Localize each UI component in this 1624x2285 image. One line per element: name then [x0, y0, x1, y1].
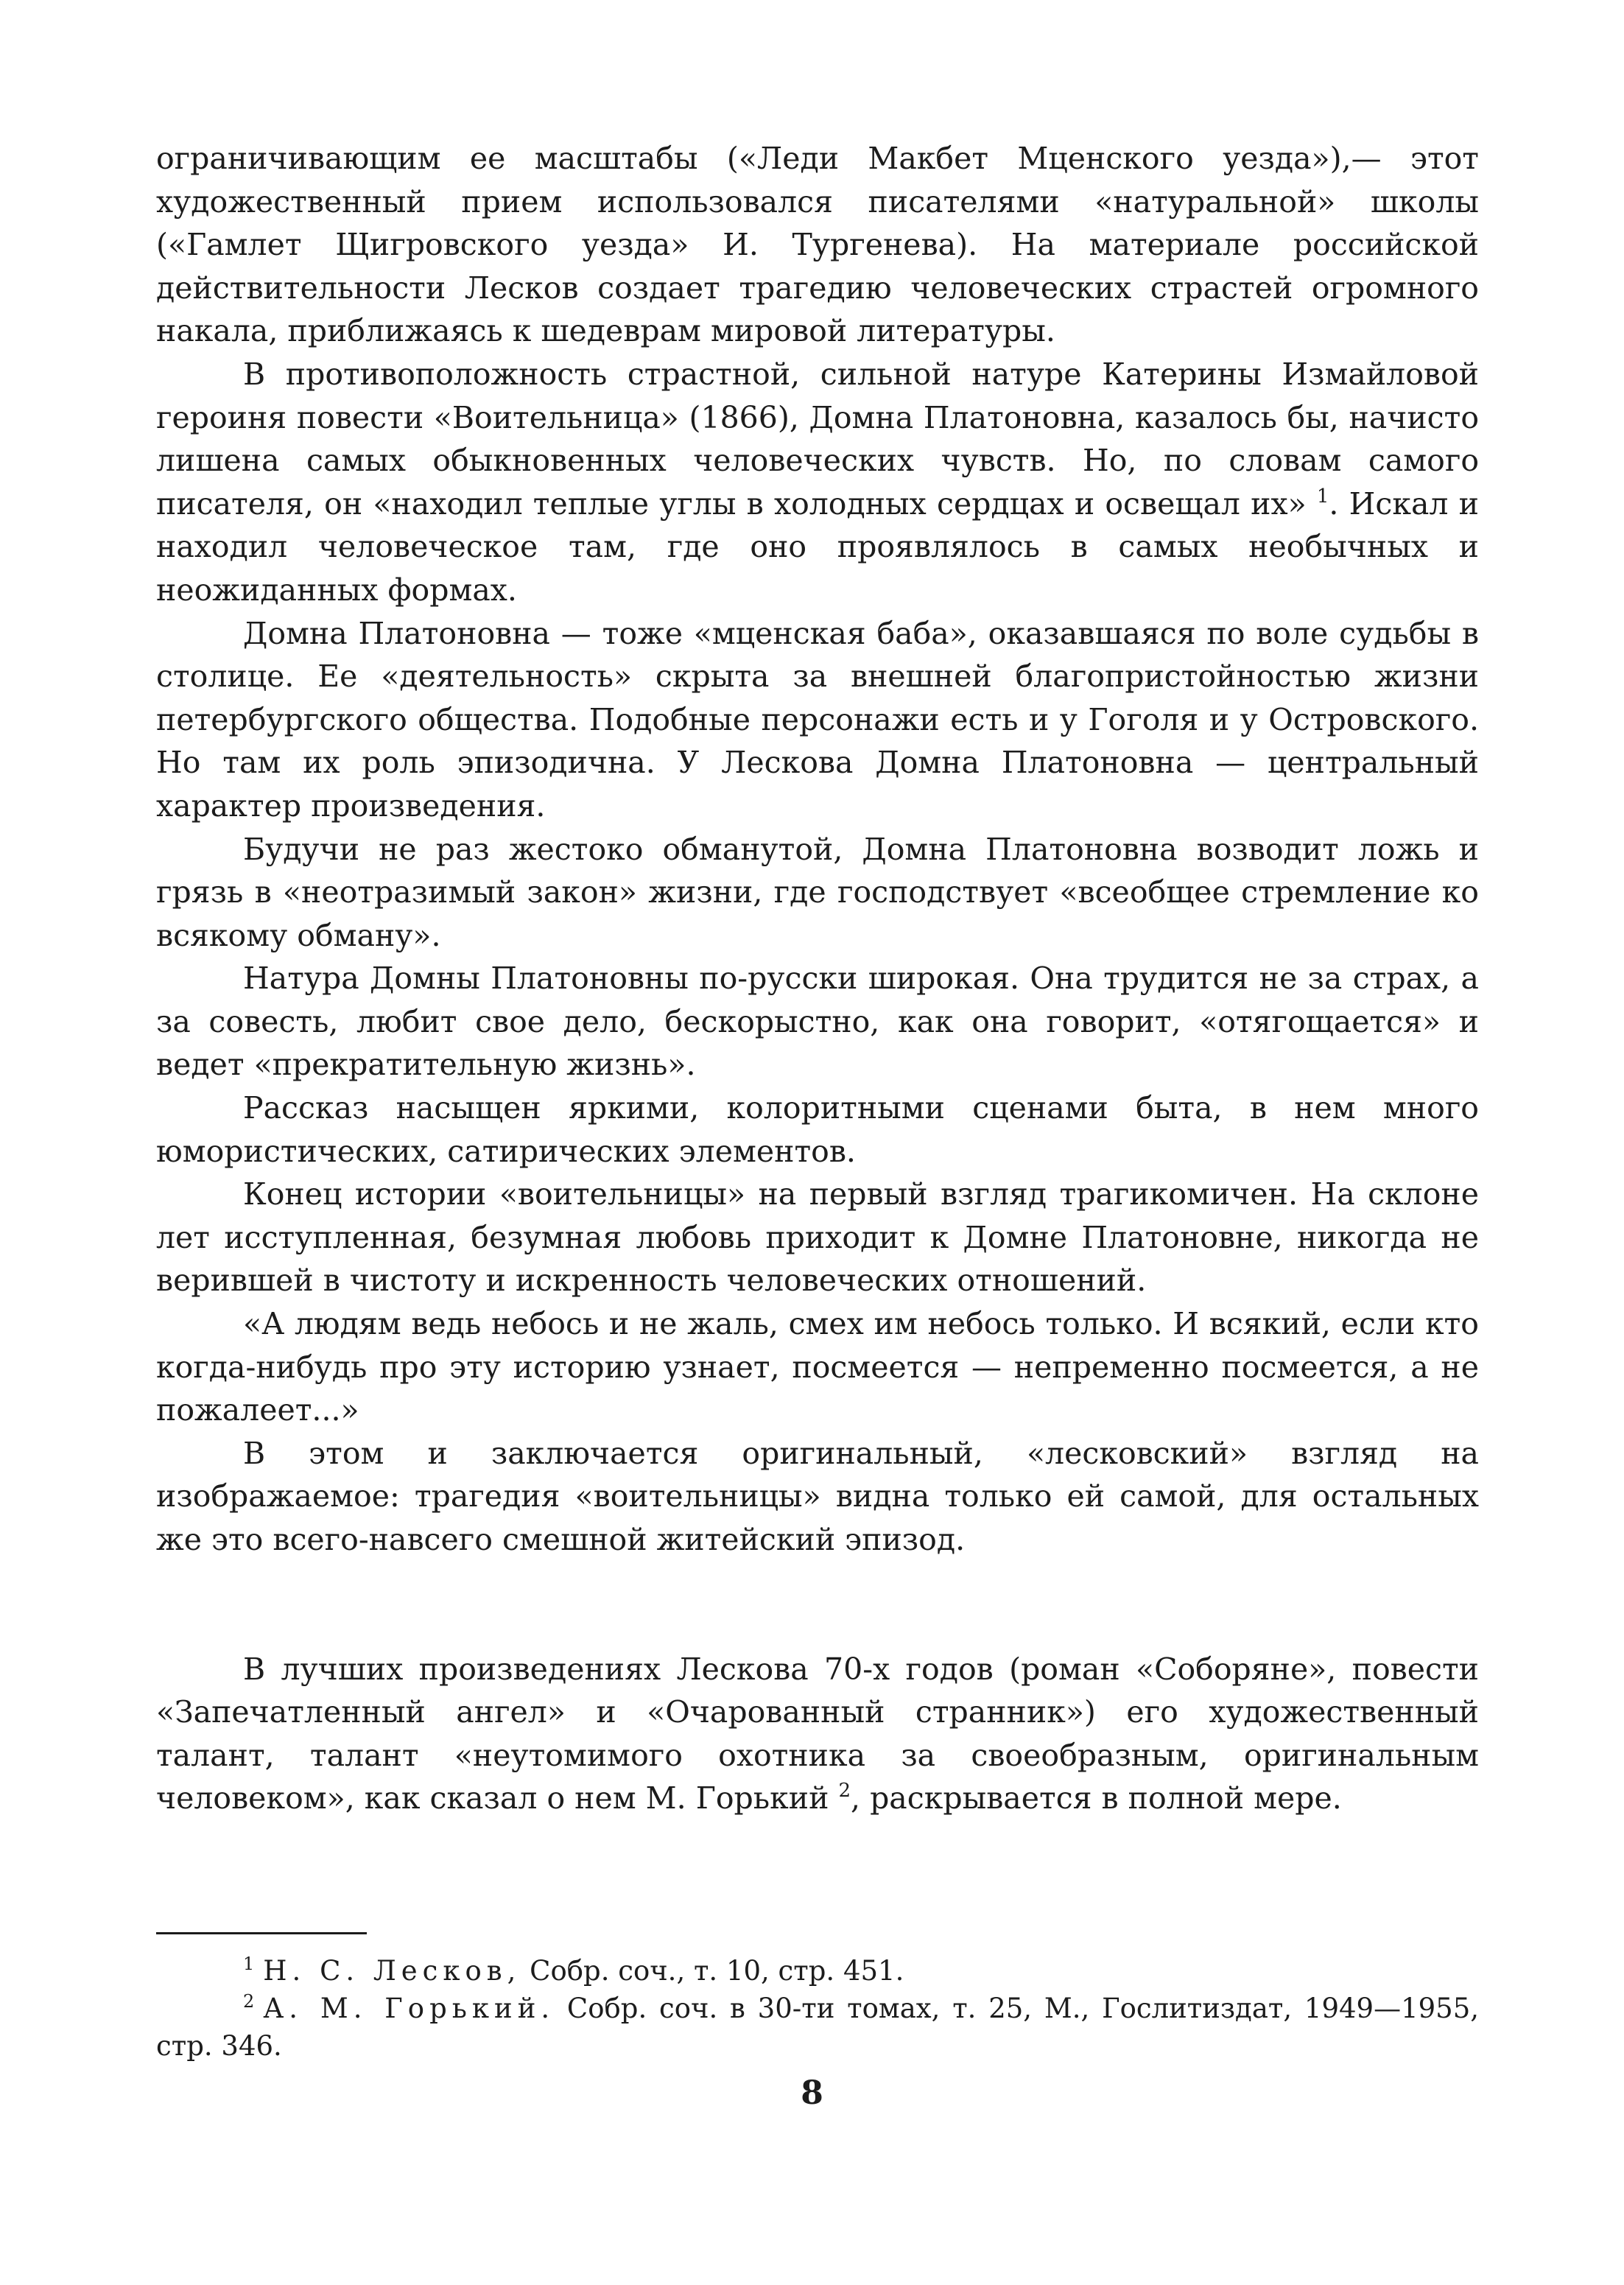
paragraph-9 [156, 1432, 1479, 1562]
paragraph-5-text: Натура Домны Платоновны по-русски широкая. Она трудится не за страх, а за совесть, любит свое дело, бескорыстно, как она говорит, «отягощается» и ведет «прекратительную жизнь». [156, 961, 1479, 1083]
footnote-2 [156, 1990, 1479, 2065]
paragraph-2 [156, 353, 1479, 612]
footnotes [156, 1952, 1479, 2065]
paragraph-6-text: Рассказ насыщен яркими, колоритными сценами быта, в нем много юмористических, сатирических элементов. [156, 1090, 1479, 1169]
footnote-1-author: Н. С. Лесков, [263, 1955, 521, 1987]
paragraph-2-text: В противоположность страстной, сильной натуре Катерины Измайловой героиня повести «Воительница» (1866), Домна Платоновна, казалось бы, начисто лишена самых обыкновенных человеческих чувств. Но, по словам самого писателя, он «находил теплые углы в холодных сердцах и освещал их» [156, 356, 1479, 522]
footnote-ref-1[interactable]: 1 [1316, 485, 1329, 508]
paragraph-9-text: В этом и заключается оригинальный, «лесковский» взгляд на изображаемое: трагедия «воительницы» видна только ей самой, для остальных же это всего-навсего смешной житейский эпизод. [156, 1435, 1479, 1557]
paragraph-7 [156, 1173, 1479, 1302]
footnote-ref-2[interactable]: 2 [838, 1780, 851, 1803]
footnote-2-text: Собр. соч. в 30-ти томах, т. 25, М., Гослитиздат, 1949—1955, стр. 346. [156, 1993, 1479, 2062]
paragraph-5 [156, 957, 1479, 1087]
paragraph-8-text: «А людям ведь небось и не жаль, смех им небось только. И всякий, если кто когда-нибудь про эту историю узнает, посмеется — непременно посмеется, а не пожалеет...» [156, 1306, 1479, 1428]
paragraph-4-text: Будучи не раз жестоко обманутой, Домна Платоновна возводит ложь и грязь в «неотразимый закон» жизни, где господствует «всеобщее стремление ко всякому обману». [156, 831, 1479, 953]
footnote-1-text: Собр. соч., т. 10, стр. 451. [521, 1955, 904, 1987]
paragraph-6 [156, 1087, 1479, 1173]
footnote-1 [156, 1952, 1479, 1990]
footnote-divider [156, 1932, 367, 1934]
paragraph-1-text: ограничивающим ее масштабы («Леди Макбет Мценского уезда»),— этот художественный прием использовался писателями «натуральной» школы («Гамлет Щигровского уезда» И. Тургенева). На материале российской действительности Лесков создает трагедию человеческих страстей огромного накала, приближаясь к шедеврам мировой литературы. [156, 141, 1479, 349]
paragraph-10 [156, 1648, 1479, 1820]
paragraph-2-text-after: . Искал и находил человеческое там, где оно проявлялось в самых необычных и неожиданных формах. [156, 485, 1479, 608]
paragraph-3 [156, 612, 1479, 828]
paragraph-4 [156, 828, 1479, 958]
paragraph-10-text: В лучших произведениях Лескова 70-х годов (роман «Соборяне», повести «Запечатленный ангел» и «Очарованный странник») его художественный талант, талант «неутомимого охотника за своеобразным, оригинальным человеком», как сказал о нем М. Горький [156, 1651, 1479, 1817]
footnote-1-mark: 1 [243, 1954, 255, 1974]
paragraph-8 [156, 1302, 1479, 1432]
paragraph-10-text-after: , раскрывается в полной мере. [851, 1780, 1342, 1817]
footnote-2-author: А. М. Горький. [263, 1993, 555, 2024]
paragraph-1 [156, 137, 1479, 353]
paragraph-3-text: Домна Платоновна — тоже «мценская баба», оказавшаяся по воле судьбы в столице. Ее «деятельность» скрыта за внешней благопристойностью жизни петербургского общества. Подобные персонажи есть и у Гоголя и у Островского. Но там их роль эпизодична. У Лескова Домна Платоновна — центральный характер произведения. [156, 615, 1479, 824]
footnote-2-mark: 2 [243, 1991, 255, 2012]
page-number: 8 [801, 2074, 823, 2112]
main-text [156, 137, 1479, 1820]
paragraph-7-text: Конец истории «воительницы» на первый взгляд трагикомичен. На склоне лет исступленная, безумная любовь приходит к Домне Платоновне, никогда не верившей в чистоту и искренность человеческих отношений. [156, 1176, 1479, 1299]
